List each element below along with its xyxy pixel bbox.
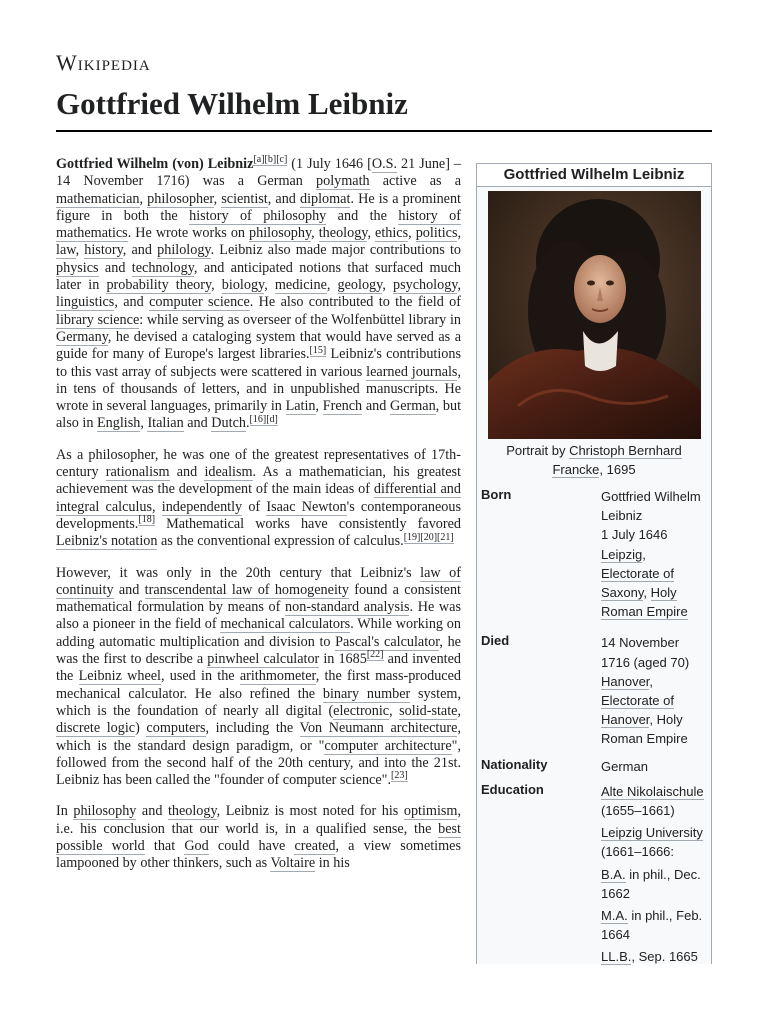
born-place: Leipzig, Electorate of Saxony, Holy Roman Empire xyxy=(601,546,688,620)
wikipedia-logo[interactable]: Wikipedia xyxy=(56,50,151,75)
deg-2-detail: in phil., Feb. 1664 xyxy=(601,908,703,943)
portrait-image[interactable] xyxy=(488,191,701,439)
page-title: Gottfried Wilhelm Leibniz xyxy=(56,86,712,132)
edu-nikolaischule xyxy=(601,782,707,820)
died-label: Died xyxy=(481,633,510,649)
paragraph-1: Gottfried Wilhelm (von) Leibniz[a][b][c] (1 July 1646 [O.S. 21 June] – 14 November 1716) was a German polymath active as a mathematician, philosopher, scientist, and diplomat. He is a prominent figure in both the history of philosophy and the history of mathematics. He wrote works on philosophy, theology, ethics, politics, law, history, and philology. Leibniz also made major contributions to physics and technology, and anticipated notions that surfaced much later in probability theory, biology, medicine, geology, psychology, linguistics, and computer science. He also contributed to the field of library science: while serving as overseer of the Wolfenbüttel library in Germany, he devised a cataloging system that would have served as a guide for many of Europe's largest libraries.[15] Leibniz's contributions to this vast array of subjects were scattered in various learned journals, in tens of thousands of letters, and in unpublished manuscripts. He wrote in several languages, primarily in Latin, French and German, but also in English, Italian and Dutch.[16][d] xyxy=(56,154,462,432)
row-education xyxy=(477,778,711,972)
degree-llb xyxy=(601,947,707,966)
died-value xyxy=(597,623,711,750)
degree-ma xyxy=(601,906,707,944)
paragraph-3: However, it was only in the 20th century that Leibniz's law of continuity and transcendental law of homogeneity found a consistent mathematical formulation by means of non-standard analysis. He was also a pioneer in the field of mechanical calculators. While working on adding automatic multiplication and division to Pascal's calculator, he was the first to describe a pinwheel calculator in 1685[22] and invented the Leibniz wheel, used in the arithmometer, the first mass-produced mechanical calculator. He also refined the binary number system, which is the foundation of nearly all digital (electronic, solid-state, discrete logic) computers, including the Von Neumann architecture, which is the standard design paradigm, or "computer architecture", followed from the second half of the 20th century, and into the 21st. Leibniz has been called the "founder of computer science".[23] xyxy=(56,564,462,789)
edu-2-years: (1661–1666: xyxy=(601,844,675,860)
died-place-hanover[interactable]: Hanover xyxy=(601,673,650,689)
infobox-title: Gottfried Wilhelm Leibniz xyxy=(477,164,711,187)
caption-prefix: Portrait by xyxy=(506,443,570,458)
died-date: 14 November 1716 (aged 70) xyxy=(601,635,690,670)
education-value xyxy=(597,778,711,972)
born-label: Born xyxy=(481,487,512,502)
education-label: Education xyxy=(481,781,544,797)
died-place-hre: Holy Roman Empire xyxy=(601,712,688,747)
deg-3-detail: , Sep. 1665 xyxy=(631,949,698,965)
edu-1-link[interactable]: Alte Nikolaischule xyxy=(601,783,704,799)
edu-leipzig xyxy=(601,823,707,861)
paragraph-4: In philosophy and theology, Leibniz is most noted for his optimism, i.e. his conclusion that our world is, in a qualified sense, the best possible world that God could have created, a view sometimes lampooned by other thinkers, such as Voltaire in his xyxy=(56,803,461,872)
article-body xyxy=(56,156,461,887)
nationality-value: German xyxy=(601,758,648,774)
edu-1-years: (1655–1661) xyxy=(601,803,675,819)
infobox-table xyxy=(477,485,711,972)
caption-artist-link[interactable]: Christoph Bernhard Francke xyxy=(552,443,682,477)
nationality-label: Nationality xyxy=(481,756,548,772)
deg-2-link[interactable]: M.A. xyxy=(601,908,628,924)
born-place-saxony[interactable]: Electorate of Saxony xyxy=(601,565,674,601)
portrait-caption xyxy=(477,439,711,483)
paragraph-2: As a philosopher, he was one of the greatest representatives of 17th-century rationalism and idealism. As a mathematician, his greatest achievement was the development of the main ideas of differential and integral calculus, independently of Isaac Newton's contemporaneous developments.[18] Mathematical works have consistently favored Leibniz's notation as the conventional expression of calculus.[19][20][21] xyxy=(56,446,461,550)
born-value xyxy=(597,485,711,623)
deg-1-link[interactable]: B.A. xyxy=(601,866,626,882)
degree-ba xyxy=(601,865,707,903)
deg-3-link[interactable]: LL.B. xyxy=(601,949,632,965)
infobox xyxy=(476,163,712,964)
caption-suffix: , 1695 xyxy=(599,462,636,477)
born-name: Gottfried Wilhelm Leibniz xyxy=(601,489,701,524)
edu-2-link[interactable]: Leipzig University xyxy=(601,825,703,841)
row-nationality xyxy=(477,751,711,778)
died-place: Hanover, Electorate of Hanover, Holy Roman Empire xyxy=(601,673,688,747)
row-died xyxy=(477,623,711,750)
born-place-leipzig[interactable]: Leipzig xyxy=(601,546,643,562)
born-date: 1 July 1646 xyxy=(601,527,668,543)
died-place-electorate[interactable]: Electorate of Hanover xyxy=(601,693,674,728)
deg-1-detail: in phil., Dec. 1662 xyxy=(601,866,701,901)
row-born xyxy=(477,485,711,623)
born-place-hre[interactable]: Holy Roman Empire xyxy=(601,585,688,620)
